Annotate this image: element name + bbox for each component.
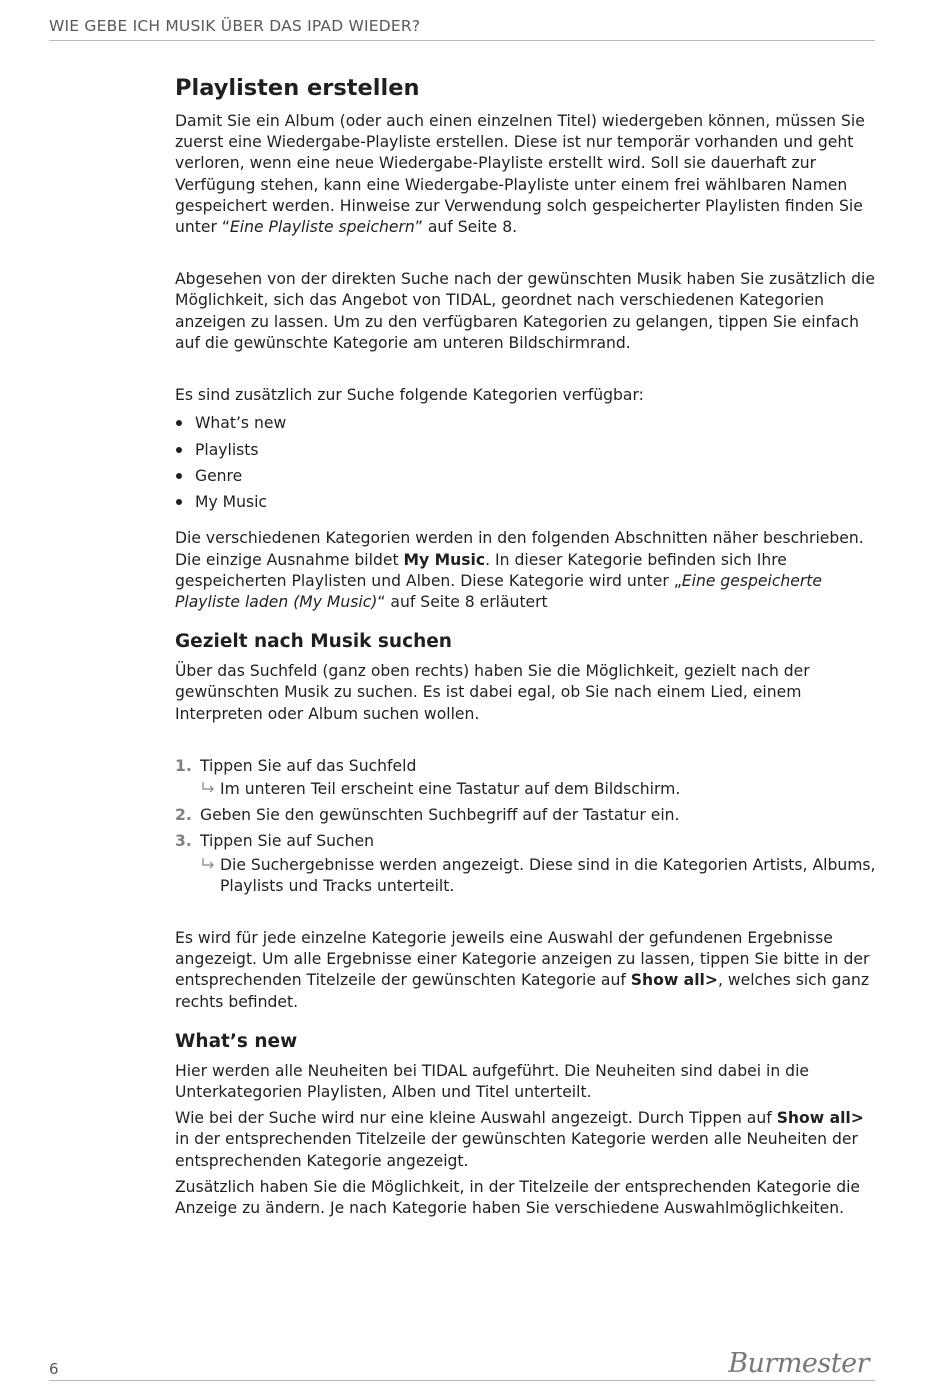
paragraph: Die verschiedenen Kategorien werden in den folgenden Abschnitten näher beschrieben. Die einzige Ausnahme bildet My Music. In dieser Kategorie befinden sich Ihre gespeicherten Playlisten und Alben. Diese Kategorie wird unter „Eine gespeicherte Playliste laden (My Music)“ auf Seite 8 erläutert: [175, 529, 864, 612]
cross-reference: Eine Playliste speichern: [229, 218, 415, 237]
page-content: [175, 72, 881, 1219]
step-number: 3.: [175, 832, 192, 851]
step-result: Die Suchergebnisse werden angezeigt. Diese sind in die Kategorien Artists, Albums, Playlists und Tracks unterteilt.: [200, 855, 881, 897]
list-item: Genre: [175, 463, 881, 489]
paragraph: Es sind zusätzlich zur Suche folgende Kategorien verfügbar:: [175, 386, 644, 405]
section-title-whats-new: What’s new: [175, 1030, 298, 1052]
paragraph: Abgesehen von der direkten Suche nach der gewünschten Musik haben Sie zusätzlich die Möglichkeit, sich das Angebot von TIDAL, geordnet nach verschiedenen Kategorien anzeigen zu lassen. Um zu den verfügbaren Kategorien zu gelangen, tippen Sie einfach auf die gewünschte Kategorie am unteren Bildschirmrand.: [175, 270, 875, 352]
paragraph: Damit Sie ein Album (oder auch einen einzelnen Titel) wiedergeben können, müssen Sie zuerst eine Wiedergabe-Playliste erstellen. Diese ist nur temporär vorhanden und geht verloren, wenn eine neue Wiedergabe-Playliste erstellt wird. Soll sie dauerhaft zur Verfügung stehen, kann eine Wiedergabe-Playliste unter einem frei wählbaren Namen gespeichert werden. Hinweise zur Verwendung solch gespeicherter Playlisten finden Sie unter “Eine Playliste speichern” auf Seite 8.: [175, 112, 865, 237]
bold-term: Show all>: [776, 1109, 864, 1128]
running-header: WIE GEBE ICH MUSIK ÜBER DAS IPAD WIEDER?: [49, 16, 875, 41]
category-list: [175, 410, 881, 515]
result-arrow-icon: [200, 780, 216, 796]
page-number: 6: [49, 1360, 59, 1378]
list-item: 3. Tippen Sie auf Suchen Die Suchergebnisse werden angezeigt. Diese sind in die Kategorien Artists, Albums, Playlists und Tracks unterteilt.: [175, 831, 881, 897]
cross-reference: Eine gespeicherte Playliste laden (My Music): [175, 571, 823, 612]
list-item: 2. Geben Sie den gewünschten Suchbegriff auf der Tastatur ein.: [175, 805, 881, 826]
paragraph: Wie bei der Suche wird nur eine kleine Auswahl angezeigt. Durch Tippen auf Show all> in der entsprechenden Titelzeile der gewünschten Kategorie werden alle Neuheiten der entsprechenden Kategorie angezeigt.: [175, 1109, 864, 1170]
paragraph: Über das Suchfeld (ganz oben rechts) haben Sie die Möglichkeit, gezielt nach der gewünschten Musik zu suchen. Es ist dabei egal, ob Sie nach einem Lied, einem Interpreten oder Album suchen wollen.: [175, 662, 810, 723]
steps-list: [175, 756, 881, 897]
list-item: What’s new: [175, 410, 881, 436]
list-item: My Music: [175, 489, 881, 515]
result-arrow-icon: [200, 856, 216, 872]
section-title-playlisten-erstellen: Playlisten erstellen: [175, 75, 420, 101]
brand-logo: Burmester: [728, 1348, 869, 1379]
bold-term: Show all>: [630, 971, 718, 990]
bold-term: My Music: [403, 550, 486, 569]
paragraph: Zusätzlich haben Sie die Möglichkeit, in der Titelzeile der entsprechenden Kategorie die Anzeige zu ändern. Je nach Kategorie haben Sie verschiedene Auswahlmöglichkeiten.: [175, 1177, 861, 1218]
section-title-gezielt-suchen: Gezielt nach Musik suchen: [175, 631, 452, 653]
page-footer: [49, 1348, 875, 1381]
list-item: Playlists: [175, 437, 881, 463]
step-number: 1.: [175, 756, 192, 775]
paragraph: Es wird für jede einzelne Kategorie jeweils eine Auswahl der gefundenen Ergebnisse angezeigt. Um alle Ergebnisse einer Kategorie anzeigen zu lassen, tippen Sie bitte in der entsprechenden Titelzeile der gewünschten Kategorie auf Show all>, welches sich ganz rechts befindet.: [175, 929, 870, 1011]
paragraph: Hier werden alle Neuheiten bei TIDAL aufgeführt. Die Neuheiten sind dabei in die Unterkategorien Playlisten, Alben und Titel unterteilt.: [175, 1061, 809, 1102]
list-item: 1. Tippen Sie auf das Suchfeld Im unteren Teil erscheint eine Tastatur auf dem Bildschirm.: [175, 756, 881, 800]
step-number: 2.: [175, 806, 192, 825]
step-result: Im unteren Teil erscheint eine Tastatur auf dem Bildschirm.: [200, 779, 881, 800]
